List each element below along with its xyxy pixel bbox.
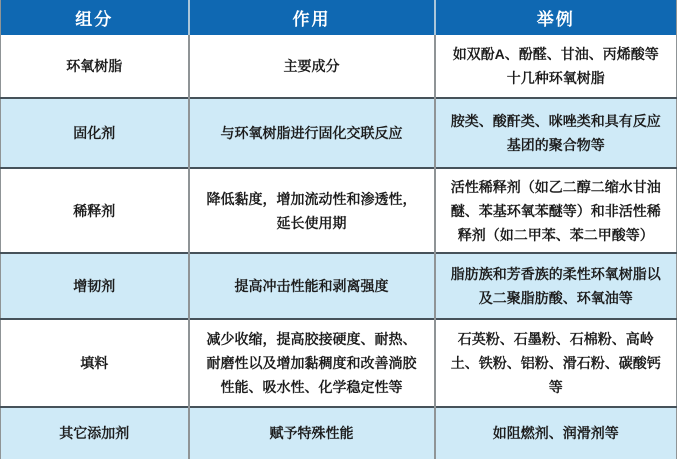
cell-examples: 胺类、酸酐类、咪唑类和具有反应基团的聚合物等 (435, 98, 677, 168)
table-body (1, 35, 677, 459)
table-row (1, 35, 677, 98)
cell-function: 主要成分 (189, 35, 435, 98)
table-row (1, 407, 677, 459)
column-header-examples: 举例 (435, 0, 677, 35)
table-row (1, 98, 677, 168)
cell-examples: 石英粉、石墨粉、石棉粉、高岭土、铁粉、铝粉、滑石粉、碳酸钙等 (435, 319, 677, 407)
cell-component: 固化剂 (1, 98, 189, 168)
cell-function: 赋予特殊性能 (189, 407, 435, 459)
cell-component: 环氧树脂 (1, 35, 189, 98)
cell-examples: 如双酚A、酚醛、甘油、丙烯酸等十几种环氧树脂 (435, 35, 677, 98)
header-row (1, 0, 677, 35)
cell-examples: 活性稀释剂（如乙二醇二缩水甘油醚、苯基环氧苯醚等）和非活性稀释剂（如二甲苯、苯二甲酸等） (435, 168, 677, 253)
table-row (1, 319, 677, 407)
table-row (1, 168, 677, 253)
column-header-function: 作用 (189, 0, 435, 35)
cell-function: 提高冲击性能和剥离强度 (189, 253, 435, 319)
cell-function: 降低黏度，增加流动性和渗透性，延长使用期 (189, 168, 435, 253)
table-row (1, 253, 677, 319)
cell-function: 减少收缩，提高胶接硬度、耐热、耐磨性以及增加黏稠度和改善淌胶性能、吸水性、化学稳定性等 (189, 319, 435, 407)
cell-component: 增韧剂 (1, 253, 189, 319)
cell-examples: 如阻燃剂、润滑剂等 (435, 407, 677, 459)
cell-function: 与环氧树脂进行固化交联反应 (189, 98, 435, 168)
column-header-component: 组分 (1, 0, 189, 35)
cell-component: 填料 (1, 319, 189, 407)
cell-examples: 脂肪族和芳香族的柔性环氧树脂以及二聚脂肪酸、环氧油等 (435, 253, 677, 319)
cell-component: 稀释剂 (1, 168, 189, 253)
cell-component: 其它添加剂 (1, 407, 189, 459)
table-header (1, 0, 677, 35)
